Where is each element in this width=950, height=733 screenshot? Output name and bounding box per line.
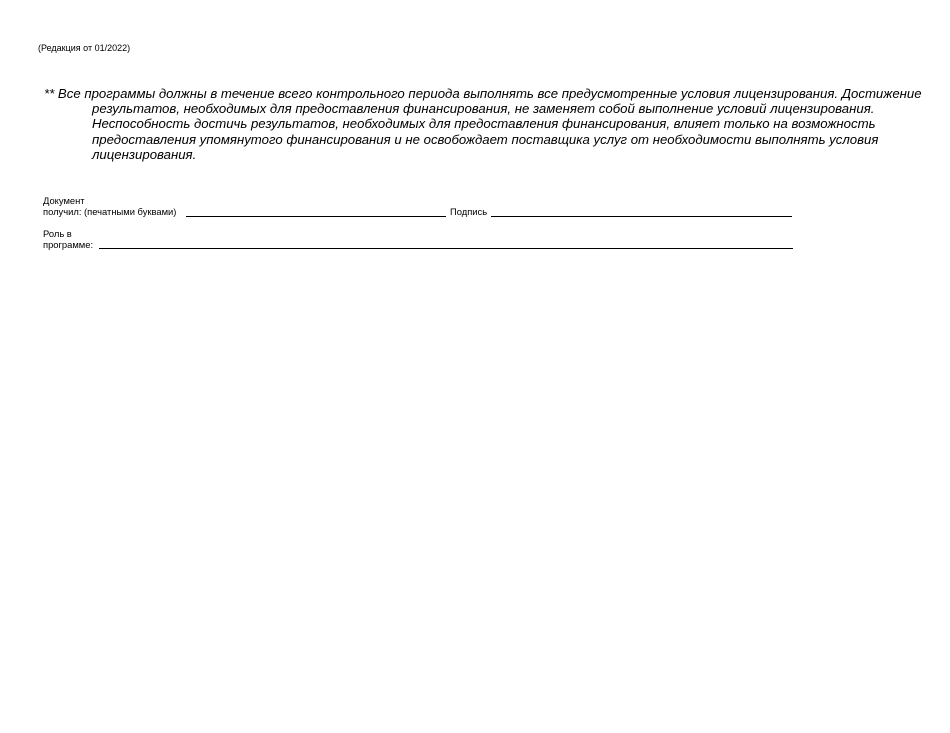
role-label bbox=[43, 229, 93, 250]
received-by-label-line1: Документ bbox=[43, 195, 85, 206]
role-row bbox=[43, 229, 803, 250]
signature-field[interactable] bbox=[491, 216, 792, 217]
received-by-field[interactable] bbox=[186, 216, 446, 217]
signature-label: Подпись bbox=[450, 206, 488, 217]
received-by-row bbox=[43, 196, 803, 217]
revision-label: (Редакция от 01/2022) bbox=[38, 43, 131, 53]
role-label-line2: программе: bbox=[43, 238, 94, 250]
received-by-label-line2: получил: (печатными буквами) bbox=[43, 205, 177, 217]
role-field[interactable] bbox=[99, 248, 793, 249]
received-by-label bbox=[43, 196, 176, 217]
role-label-line1: Роль в bbox=[43, 228, 72, 239]
licensing-note: ** Все программы должны в течение всего контрольного периода выполнять все предусмотренные условия лицензирования. Достижение результатов, необходимых для предоставления финансирования, не заменяет собой выполнение условий лицензирования. Неспособность достичь результатов, необходимых для предоставления финансирования, влияет только на возможность предоставления упомянутого финансирования и не освобождает поставщика услуг от необходимости выполнять условия лицензирования. bbox=[44, 86, 922, 162]
